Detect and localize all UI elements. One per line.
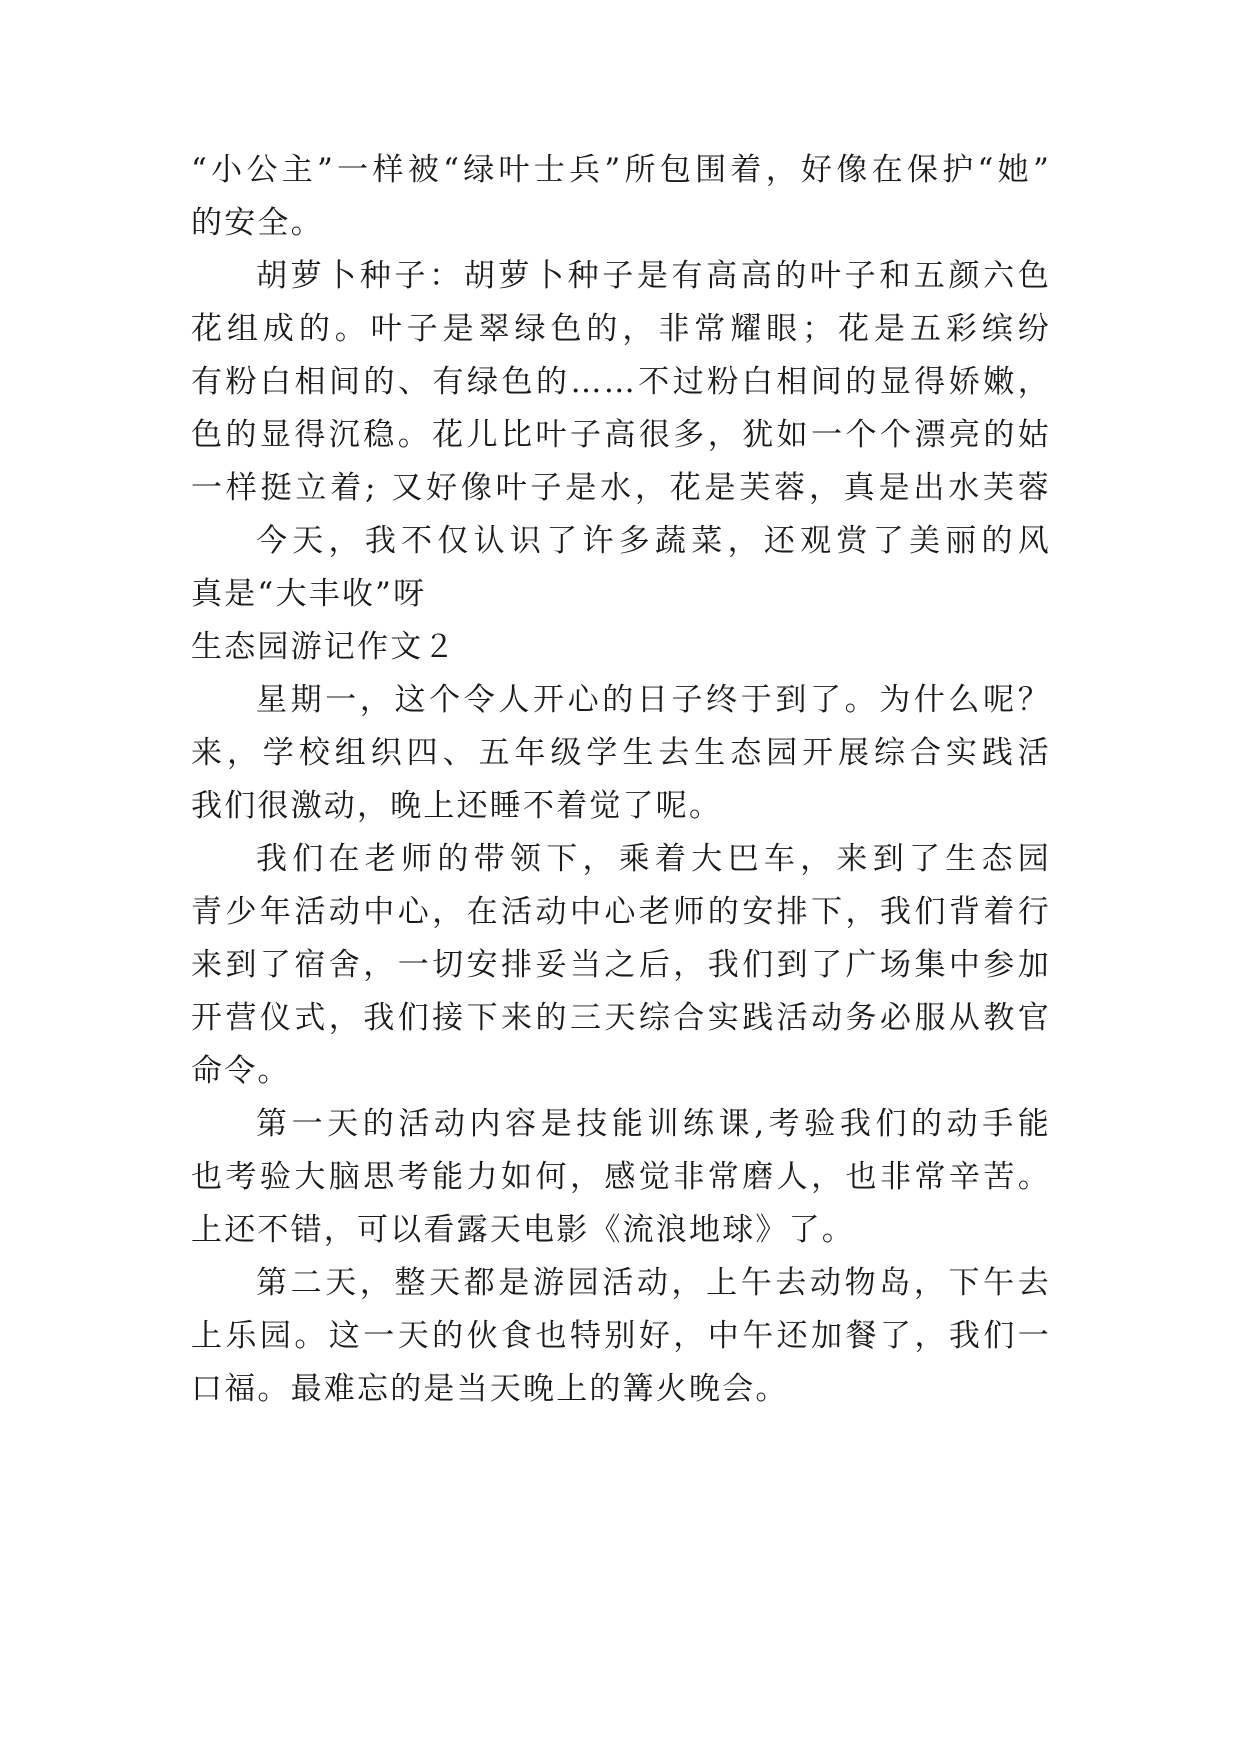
- text-line: 口福。最难忘的是当天晚上的篝火晚会。: [191, 1371, 789, 1407]
- text-line: 上乐园。这一天的伙食也特别好，中午还加餐了，我们一: [191, 1318, 1051, 1354]
- text-line: 我们很激动，晚上还睡不着觉了呢。: [191, 788, 723, 824]
- text-line: “小公主”一样被“绿叶士兵”所包围着，好像在保护“她”: [191, 152, 1051, 188]
- text-line: 有粉白相间的、有绿色的……不过粉白相间的显得娇嫩，: [191, 364, 1051, 400]
- text-line: 星期一，这个令人开心的日子终于到了。为什么呢？: [256, 682, 1051, 718]
- text-line: 色的显得沉稳。花儿比叶子高很多，犹如一个个漂亮的姑: [191, 417, 1051, 453]
- text-line: 第一天的活动内容是技能训练课,考验我们的动手能: [256, 1106, 1051, 1142]
- text-line: 胡萝卜种子：胡萝卜种子是有高高的叶子和五颜六色: [256, 258, 1051, 294]
- text-line: 青少年活动中心，在活动中心老师的安排下，我们背着行: [191, 894, 1051, 930]
- text-line: 命令。: [191, 1053, 291, 1089]
- section-heading: 生态园游记作文２: [191, 629, 457, 665]
- text-line: 花组成的。叶子是翠绿色的，非常耀眼；花是五彩缤纷: [191, 311, 1051, 347]
- text-line: 今天，我不仅认识了许多蔬菜，还观赏了美丽的风: [256, 523, 1051, 559]
- text-line: 来到了宿舍，一切安排妥当之后，我们到了广场集中参加: [191, 947, 1051, 983]
- text-line: 真是“大丰收”呀: [191, 576, 427, 612]
- text-line: 开营仪式，我们接下来的三天综合实践活动务必服从教官: [191, 1000, 1051, 1036]
- text-line: 的安全。: [191, 205, 324, 241]
- text-line: 第二天，整天都是游园活动，上午去动物岛，下午去: [256, 1265, 1051, 1301]
- text-line: 上还不错，可以看露天电影《流浪地球》了。: [191, 1212, 855, 1248]
- text-line: 也考验大脑思考能力如何，感觉非常磨人，也非常辛苦。: [191, 1159, 1051, 1195]
- text-line: 一样挺立着; 又好像叶子是水，花是芙蓉，真是出水芙蓉: [191, 470, 1051, 506]
- text-line: 我们在老师的带领下，乘着大巴车，来到了生态园: [256, 841, 1051, 877]
- text-line: 来，学校组织四、五年级学生去生态园开展综合实践活: [191, 735, 1051, 771]
